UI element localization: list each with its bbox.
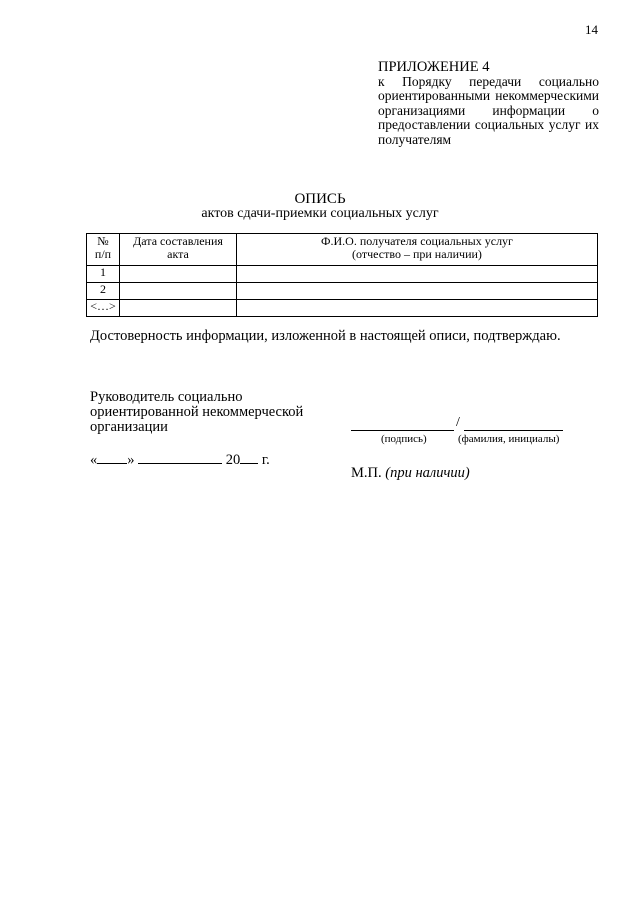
year-prefix: 20 xyxy=(225,452,241,468)
header-number-line1: № xyxy=(97,234,109,248)
stamp-placeholder xyxy=(351,465,470,482)
date-cell xyxy=(120,283,237,300)
name-caption: (фамилия, инициалы) xyxy=(458,433,560,445)
document-title: ОПИСЬ xyxy=(294,191,346,207)
header-recipient-name xyxy=(237,234,598,266)
name-line xyxy=(464,430,563,431)
header-date-line2: акта xyxy=(167,247,189,261)
table-header-row xyxy=(87,234,598,266)
row-number-cell: 2 xyxy=(87,283,120,300)
header-name-line2: (отчество – при наличии) xyxy=(352,247,482,261)
signer-line-1: Руководитель социально xyxy=(90,389,243,405)
appendix-body: к Порядку передачи социально ориентированными некоммерческими организациями информации о предоставлении социальных услуг их получателям xyxy=(378,73,599,147)
signature-line xyxy=(351,430,454,431)
table-row xyxy=(87,300,598,317)
appendix-block xyxy=(378,60,599,147)
signer-line-3: организации xyxy=(90,419,168,435)
signer-line-2: ориентированной некоммерческой xyxy=(90,404,304,420)
header-number-line2: п/п xyxy=(94,247,112,261)
table-row xyxy=(87,266,598,283)
appendix-title: ПРИЛОЖЕНИЕ 4 xyxy=(378,59,490,75)
header-date xyxy=(120,234,237,266)
row-number-cell: <…> xyxy=(87,300,120,317)
signature-slash: / xyxy=(456,415,460,430)
year-blank xyxy=(240,450,258,464)
page-number: 14 xyxy=(585,22,598,37)
date-cell xyxy=(120,266,237,283)
header-date-line1: Дата составления xyxy=(133,234,223,248)
stamp-label: М.П. xyxy=(351,465,382,481)
year-suffix: г. xyxy=(261,452,270,468)
row-number-cell: 1 xyxy=(87,266,120,283)
signer-title xyxy=(90,390,350,435)
date-line xyxy=(90,450,270,469)
date-cell xyxy=(120,300,237,317)
table-row xyxy=(87,283,598,300)
name-cell xyxy=(237,300,598,317)
day-blank xyxy=(97,450,127,464)
date-open-quote: « xyxy=(90,452,98,468)
date-close-quote: » xyxy=(127,452,135,468)
header-name-line1: Ф.И.О. получателя социальных услуг xyxy=(321,234,513,248)
document-subtitle: актов сдачи-приемки социальных услуг xyxy=(201,206,439,221)
header-number xyxy=(87,234,120,266)
name-cell xyxy=(237,266,598,283)
signature-caption: (подпись) xyxy=(381,433,427,445)
name-cell xyxy=(237,283,598,300)
inventory-table xyxy=(86,233,598,317)
confirmation-statement: Достоверность информации, изложенной в настоящей описи, подтверждаю. xyxy=(90,328,561,344)
stamp-note: (при наличии) xyxy=(385,465,470,481)
month-blank xyxy=(138,450,222,464)
